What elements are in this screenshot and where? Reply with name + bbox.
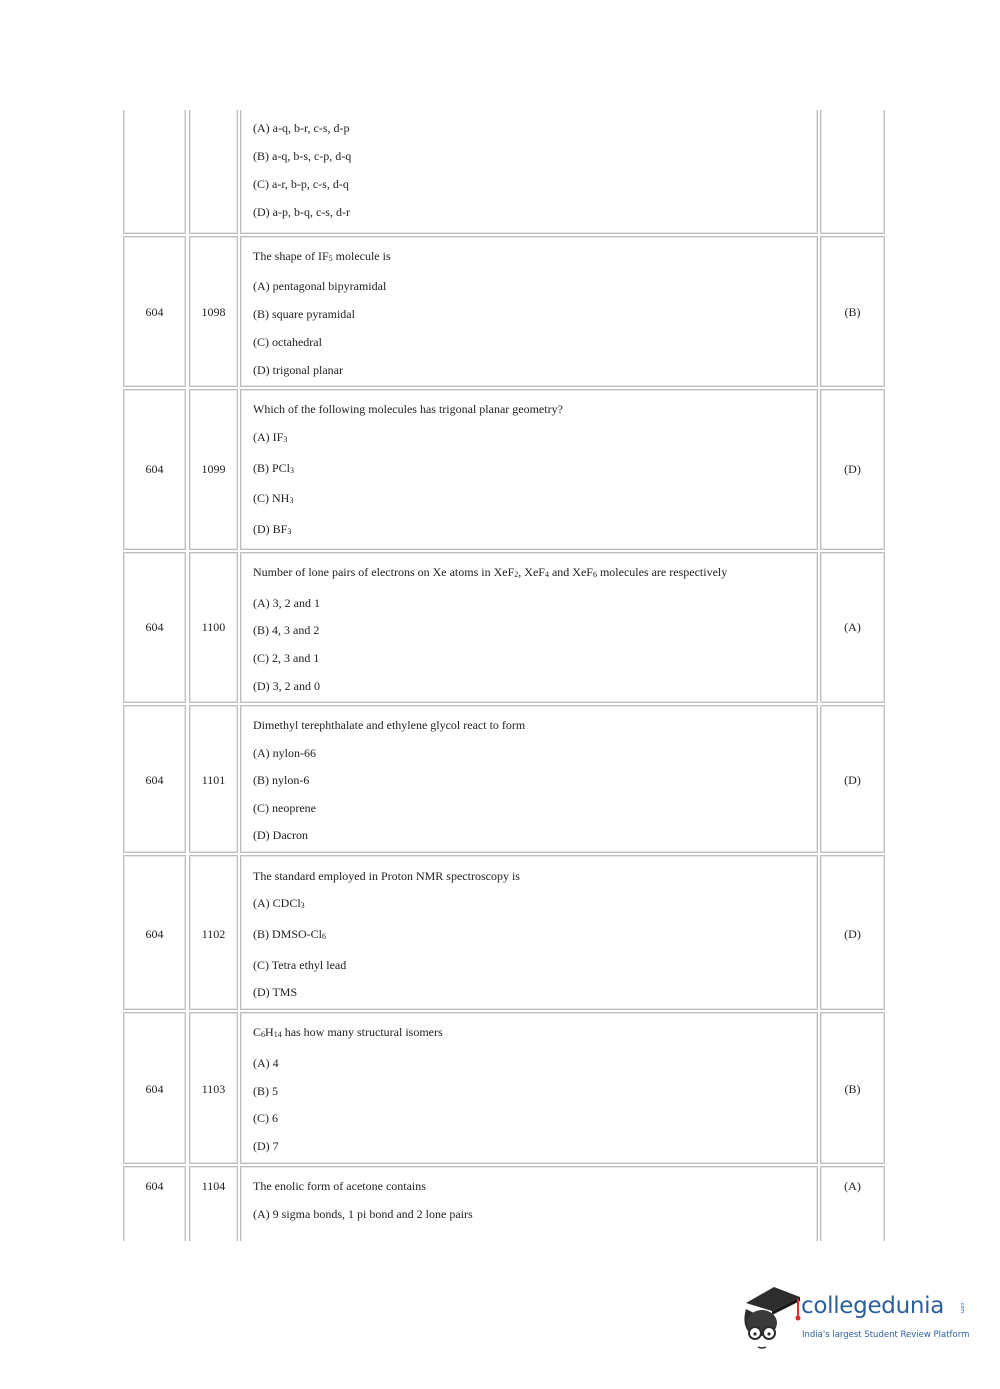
question-text: Dimethyl terephthalate and ethylene glycol react to form: [253, 718, 526, 732]
option-line: (B) a-q, b-s, c-p, d-q: [253, 149, 352, 163]
question-cell: [240, 110, 818, 234]
option-line: (C) 2, 3 and 1: [253, 651, 320, 665]
question-id-cell: [189, 110, 238, 234]
question-cell: [240, 552, 818, 703]
option-line: (D) TMS: [253, 985, 298, 999]
option-line: (C) octahedral: [253, 335, 322, 349]
option-line: (D) Dacron: [253, 828, 308, 842]
question-cell: [240, 855, 818, 1010]
table-row: [123, 389, 885, 550]
option-line: (D) a-p, b-q, c-s, d-r: [253, 205, 350, 219]
question-id-cell: 1101: [189, 705, 238, 853]
answer-cell: (A): [820, 1166, 885, 1241]
option-line: (A) a-q, b-r, c-s, d-p: [253, 121, 350, 135]
program-cell: 604: [123, 389, 186, 550]
question-id-cell: 1099: [189, 389, 238, 550]
question-text: The shape of $IF_5$ molecule is: [253, 249, 391, 263]
question-id-cell: 1102: [189, 855, 238, 1010]
answer-cell: (D): [820, 389, 885, 550]
question-text: $C_6H_{14}$ has how many structural isomers: [253, 1025, 443, 1039]
option-line: (A) nylon-66: [253, 746, 316, 760]
answer-cell: (D): [820, 705, 885, 853]
answer-cell: (A): [820, 552, 885, 703]
table-row: [123, 1012, 885, 1164]
program-cell: 604: [123, 552, 186, 703]
program-cell: 604: [123, 705, 186, 853]
option-line: (A) CDCl$_3$: [253, 896, 305, 910]
option-line: (A) 9 sigma bonds, 1 pi bond and 2 lone pairs: [253, 1207, 473, 1221]
collegedunia-logo: [740, 1283, 970, 1353]
option-line: (C) 6: [253, 1111, 278, 1125]
question-id-cell: 1103: [189, 1012, 238, 1164]
option-line: (A) 4: [253, 1056, 279, 1070]
question-text: The standard employed in Proton NMR spectroscopy is: [253, 869, 520, 883]
option-line: (D) $BF_3$: [253, 522, 292, 536]
option-line: (A) pentagonal bipyramidal: [253, 279, 387, 293]
question-id-cell: 1104: [189, 1166, 238, 1241]
logo-tagline: India's largest Student Review Platform: [802, 1330, 970, 1340]
option-line: (A) $IF_3$: [253, 430, 288, 444]
question-text: Which of the following molecules has trigonal planar geometry?: [253, 402, 563, 416]
option-line: (C) $NH_3$: [253, 491, 294, 505]
table-row: [123, 236, 885, 387]
option-line: (C) Tetra ethyl lead: [253, 958, 347, 972]
option-line: (B) DMSO-$Cl_6$: [253, 927, 327, 941]
table-row: [123, 705, 885, 853]
question-cell: [240, 705, 818, 853]
answer-cell: (B): [820, 236, 885, 387]
question-text: The enolic form of acetone contains: [253, 1179, 426, 1193]
logo-wordmark: collegedunia: [801, 1293, 945, 1319]
option-line: (B) square pyramidal: [253, 307, 355, 321]
answer-cell: (B): [820, 1012, 885, 1164]
program-cell: 604: [123, 1166, 186, 1241]
program-cell: 604: [123, 236, 186, 387]
option-line: (D) 7: [253, 1139, 279, 1153]
table-row: [123, 552, 885, 703]
mascot-icon: [740, 1283, 802, 1353]
option-line: (D) 3, 2 and 0: [253, 679, 320, 693]
option-line: (C) neoprene: [253, 801, 316, 815]
option-line: (B) PCl$_3$: [253, 461, 295, 475]
answer-cell: (D): [820, 855, 885, 1010]
logo-domain-suffix: .com: [959, 1301, 965, 1314]
question-text: Number of lone pairs of electrons on Xe atoms in XeF$_2$, XeF$_4$ and XeF$_6$ molecules are respectively: [253, 565, 728, 579]
option-line: (B) nylon-6: [253, 773, 310, 787]
option-line: (D) trigonal planar: [253, 363, 343, 377]
option-line: (C) a-r, b-p, c-s, d-q: [253, 177, 349, 191]
option-line: (B) 5: [253, 1084, 278, 1098]
option-line: (B) 4, 3 and 2: [253, 623, 320, 637]
table-row: [123, 855, 885, 1010]
option-line: (A) 3, 2 and 1: [253, 596, 320, 610]
question-cell: [240, 389, 818, 550]
question-cell: [240, 1166, 818, 1241]
table-row: [123, 1166, 885, 1241]
question-id-cell: 1100: [189, 552, 238, 703]
question-table: [123, 110, 885, 1241]
question-cell: [240, 236, 818, 387]
program-cell: [123, 110, 186, 234]
program-cell: 604: [123, 855, 186, 1010]
table-row: [123, 110, 885, 234]
program-cell: 604: [123, 1012, 186, 1164]
question-id-cell: 1098: [189, 236, 238, 387]
answer-cell: [820, 110, 885, 234]
question-cell: [240, 1012, 818, 1164]
